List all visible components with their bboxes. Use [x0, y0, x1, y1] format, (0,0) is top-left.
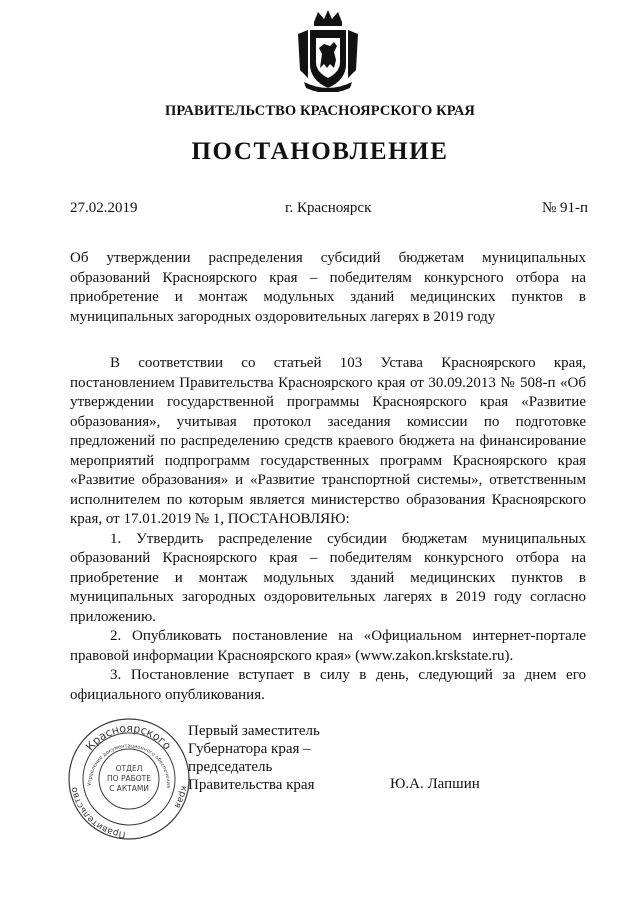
document-city: г. Красноярск	[285, 200, 372, 216]
government-name: ПРАВИТЕЛЬСТВО КРАСНОЯРСКОГО КРАЯ	[164, 103, 475, 119]
signature-line-4: Правительства края	[188, 777, 315, 793]
stamp-center-line-3: С АКТАМИ	[109, 784, 149, 793]
stamp-ring-right-text: края	[171, 785, 189, 810]
stamp-ring-top-text: Красноярского	[83, 721, 174, 754]
signature-line-2: Губернатора края –	[188, 741, 311, 757]
stamp-center-line-1: ОТДЕЛ	[115, 764, 143, 773]
document-body	[70, 354, 586, 705]
document-type-title: ПОСТАНОВЛЕНИЕ	[191, 138, 449, 165]
preamble-paragraph: В соответствии со статьей 103 Устава Красноярского края, постановлением Правительства Красноярского края от 30.09.2013 № 508-п «Об утверждении государственной программы Красноярского края «Развитие образования», учитывая протокол заседания комиссии по подготовке предложений по распределению средств краевого бюджета на финансирование мероприятий подпрограмм государственных программ Красноярского края «Развитие образования» и «Развитие транспортной системы», ответственным исполнителем по которым является министерство образования Красноярского края, от 17.01.2019 № 1, ПОСТАНОВЛЯЮ:	[70, 355, 586, 527]
stamp-inner-ring-text: Управление документационного обеспечения	[86, 743, 172, 789]
document-subject: Об утверждении распределения субсидий бюджетам муниципальных образований Красноярского края – победителям конкурсного отбора на приобретение и монтаж модульных зданий медицинских пунктов в муниципальных загородных оздоровительных лагерях в 2019 году	[70, 250, 586, 325]
signatory-name: Ю.А. Лапшин	[390, 776, 480, 792]
resolution-item-3: 3. Постановление вступает в силу в день, следующий за днем его официального опубликования.	[70, 667, 586, 703]
document-date: 27.02.2019	[70, 200, 138, 216]
stamp-center-line-2: ПО РАБОТЕ	[107, 774, 151, 783]
stamp-ring-left-text: Правительство	[69, 786, 127, 839]
signature-line-1: Первый заместитель	[188, 723, 320, 739]
document-number: № 91-п	[542, 200, 589, 216]
signature-position	[188, 722, 320, 794]
signature-line-3: председатель	[188, 759, 273, 775]
krasnoyarsk-coat-of-arms-icon	[294, 8, 362, 92]
resolution-item-2: 2. Опубликовать постановление на «Официальном интернет-портале правовой информации Красноярского края» (www.zakon.krskstate.ru).	[70, 628, 586, 664]
resolution-item-1: 1. Утвердить распределение субсидии бюджетам муниципальных образований Красноярского края – победителям конкурсного отбора на приобретение и монтаж модульных зданий медицинских пунктов в муниципальных загородных оздоровительных лагерях в 2019 году согласно приложению.	[70, 530, 586, 625]
official-stamp	[66, 716, 192, 842]
